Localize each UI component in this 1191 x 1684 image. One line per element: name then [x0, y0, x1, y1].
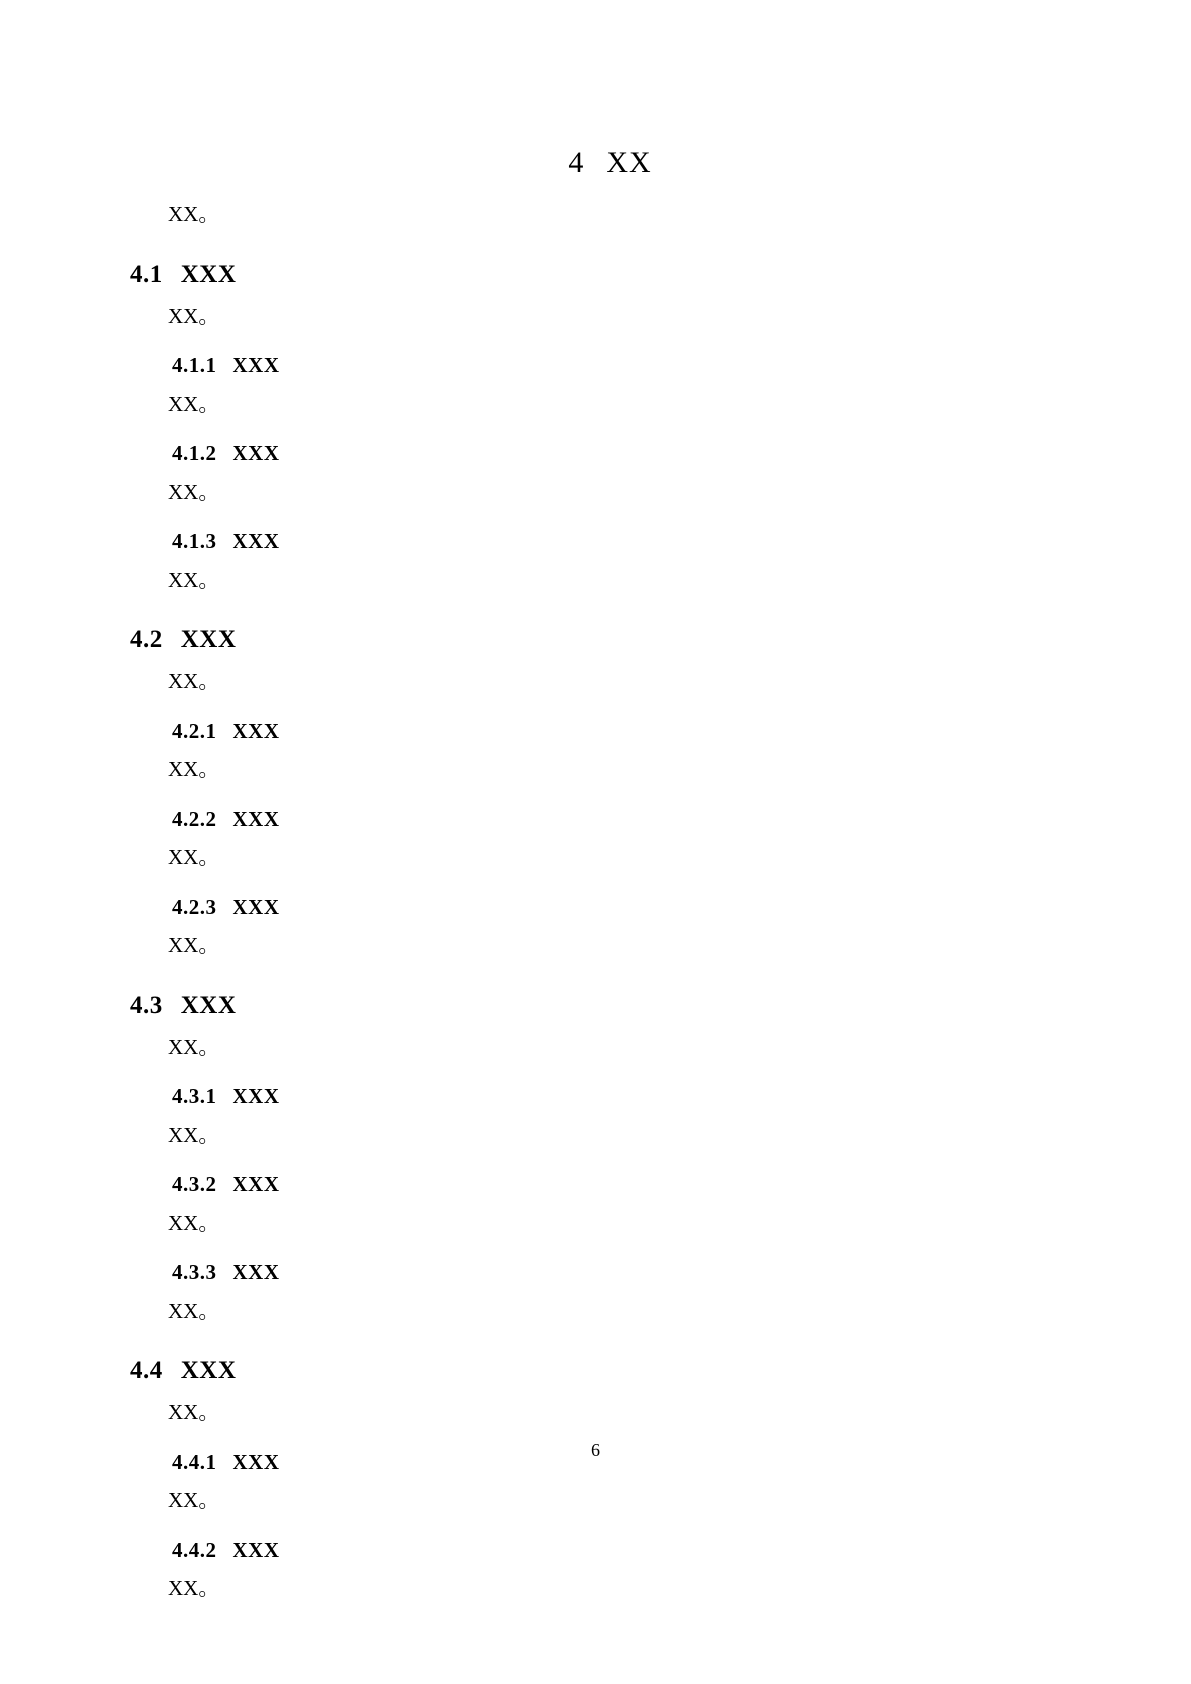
subsection-number: 4.1.3	[172, 529, 217, 554]
subsection-body: XX。	[168, 1576, 220, 1601]
subsection-title: XXX	[232, 1449, 280, 1474]
subsection-title: XXX	[232, 894, 280, 919]
subsection-title: XXX	[232, 718, 280, 743]
subsection-body: XX。	[168, 1210, 220, 1235]
section-number: 4.3	[130, 991, 163, 1019]
subsection-number: 4.4.2	[172, 1537, 217, 1562]
subsection-heading-4-1-1	[130, 350, 1070, 380]
subsection-heading-4-3-2	[130, 1169, 1070, 1199]
subsection-heading-4-4-2	[130, 1535, 1070, 1565]
subsection-number: 4.3.1	[172, 1084, 217, 1109]
subsection-heading-4-3-3	[130, 1257, 1070, 1287]
subsection-number: 4.1.1	[172, 353, 217, 378]
section-title: XXX	[180, 991, 237, 1019]
subsection-body: XX。	[168, 1298, 220, 1323]
subsection-heading-4-1-3	[130, 526, 1070, 556]
subsection-title: XXX	[232, 806, 280, 831]
subsection-title: XXX	[232, 529, 280, 554]
subsection-body: XX。	[168, 479, 220, 504]
page-footer-number: 6	[591, 1440, 600, 1460]
subsection-body: XX。	[168, 933, 220, 958]
subsection-body: XX。	[168, 567, 220, 592]
section-heading-4-3	[130, 988, 1070, 1024]
subsection-heading-4-2-2	[130, 804, 1070, 834]
subsection-title: XXX	[232, 353, 280, 378]
subsection-number: 4.1.2	[172, 441, 217, 466]
subsection-number: 4.3.2	[172, 1172, 217, 1197]
subsection-body: XX。	[168, 391, 220, 416]
document-content	[130, 140, 1070, 1613]
section-heading-4-4	[130, 1353, 1070, 1389]
subsection-heading-4-1-2	[130, 438, 1070, 468]
section-number: 4.1	[130, 260, 163, 288]
subsection-number: 4.2.3	[172, 894, 217, 919]
subsection-number: 4.3.3	[172, 1260, 217, 1285]
section-number: 4.4	[130, 1357, 163, 1385]
section-body: XX。	[168, 1034, 220, 1059]
subsection-title: XXX	[232, 441, 280, 466]
subsection-number: 4.2.1	[172, 718, 217, 743]
page-title	[130, 140, 1070, 185]
section-heading-4-1	[130, 257, 1070, 293]
subsection-title: XXX	[232, 1260, 280, 1285]
subsection-body: XX。	[168, 757, 220, 782]
subsection-title: XXX	[232, 1084, 280, 1109]
subsection-heading-4-3-1	[130, 1081, 1070, 1111]
page-title-number: 4	[568, 146, 585, 179]
subsection-title: XXX	[232, 1172, 280, 1197]
section-body: XX。	[168, 1400, 220, 1425]
section-number: 4.2	[130, 626, 163, 654]
section-heading-4-2	[130, 622, 1070, 658]
section-body: XX。	[168, 669, 220, 694]
subsection-body: XX。	[168, 1488, 220, 1513]
page-title-text: XX	[606, 146, 652, 179]
section-title: XXX	[180, 626, 237, 654]
subsection-title: XXX	[232, 1537, 280, 1562]
section-title: XXX	[180, 260, 237, 288]
section-title: XXX	[180, 1357, 237, 1385]
subsection-number: 4.2.2	[172, 806, 217, 831]
subsection-body: XX。	[168, 845, 220, 870]
subsection-heading-4-2-3	[130, 892, 1070, 922]
subsection-body: XX。	[168, 1122, 220, 1147]
section-body: XX。	[168, 303, 220, 328]
subsection-heading-4-2-1	[130, 716, 1070, 746]
intro-paragraph: XX。	[168, 202, 220, 226]
subsection-number: 4.4.1	[172, 1449, 217, 1474]
